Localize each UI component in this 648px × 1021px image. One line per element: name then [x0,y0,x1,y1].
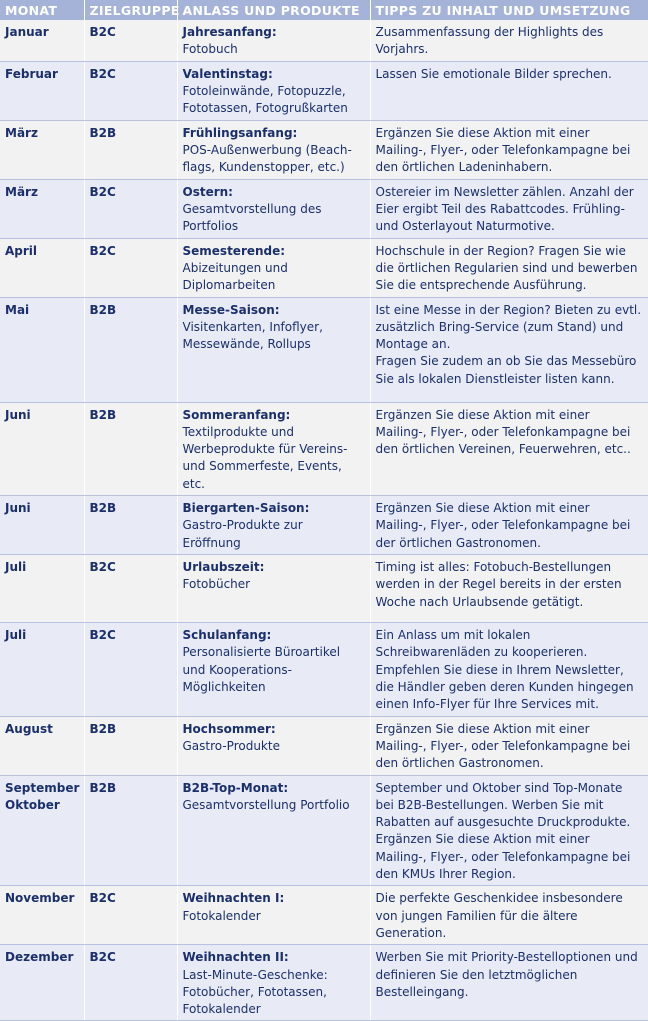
occasion-title: Valentinstag: [182,66,273,81]
table-row [0,886,648,945]
month-cell: Juni [0,402,84,495]
occasion-cell [177,297,370,402]
occasion-title: Frühlingsanfang: [182,125,298,140]
target-group-cell: B2C [84,20,177,61]
month-cell: Juni [0,496,84,555]
table-row [0,775,648,886]
tips-cell: Ergänzen Sie diese Aktion mit einer Mailing-, Flyer-, oder Telefonkampagne bei den örtlichen Gastronomen. [370,716,648,775]
occasion-cell [177,402,370,495]
occasion-title: Schulanfang: [182,628,272,643]
target-group-cell: B2C [84,179,177,238]
table-row [0,496,648,555]
table-header-row [0,0,648,20]
header-tipps: TIPPS ZU INHALT UND UMSETZUNG [370,0,648,20]
month-cell: Januar [0,20,84,61]
occasion-title: Semesterende: [182,243,286,258]
occasion-cell [177,716,370,775]
header-anlass: ANLASS UND PRODUKTE [177,0,370,20]
month-cell-september: September [5,780,80,795]
occasion-title: Sommeranfang: [182,407,291,422]
target-group-cell: B2B [84,775,177,886]
occasion-cell [177,623,370,716]
occasion-cell [177,775,370,886]
occasion-cell [177,179,370,238]
tips-cell: Ergänzen Sie diese Aktion mit einer Mailing-, Flyer-, oder Telefonkampagne bei den örtlichen Vereinen, Feuerwehren, etc.. [370,402,648,495]
occasion-title: Weihnachten II: [182,950,289,965]
target-group-cell: B2B [84,120,177,179]
month-cell: März [0,179,84,238]
table-row [0,238,648,297]
tips-cell: Die perfekte Geschenkidee insbesondere von jungen Familien für die ältere Generation. [370,886,648,945]
tips-cell: Zusammenfassung der Highlights des Vorjahrs. [370,20,648,61]
occasion-cell [177,61,370,120]
occasion-products: Fotokalender [182,908,261,923]
tips-cell: Werben Sie mit Priority-Bestelloptionen und definieren Sie den letztmöglichen Bestelleingang. [370,945,648,1021]
table-row [0,623,648,716]
header-monat: MONAT [0,0,84,20]
tips-cell: Ergänzen Sie diese Aktion mit einer Mailing-, Flyer-, oder Telefonkampagne bei der örtlichen Gastronomen. [370,496,648,555]
occasion-title: B2B-Top-Monat: [182,780,289,795]
tips-cell: Hochschule in der Region? Fragen Sie wie die örtlichen Regularien sind und bewerben Sie die entsprechende Ausführung. [370,238,648,297]
tips-cell [370,297,648,402]
tips-cell: Timing ist alles: Fotobuch-Bestellungen werden in der Regel bereits in der ersten Woche nach Urlaubsende getätigt. [370,555,648,623]
month-cell: November [0,886,84,945]
target-group-cell: B2B [84,716,177,775]
target-group-cell: B2C [84,623,177,716]
occasion-products: Visitenkarten, Infoflyer, Messewände, Rollups [182,319,323,352]
table-row [0,61,648,120]
tips-cell: September und Oktober sind Top-Monate bei B2B-Bestellungen. Werben Sie mit Rabatten auf ausgesuchte Druckprodukte. Ergänzen Sie diese Aktion mit einer Mailing-, Flyer-, oder Telefonkampagne bei den KMUs Ihrer Region. [370,775,648,886]
month-cell-oktober: Oktober [5,797,60,812]
tips-text-2: Fragen Sie zudem an ob Sie das Messebüro Sie als lokalen Dienstleister listen kann. [375,354,637,386]
occasion-cell [177,496,370,555]
occasion-products: Gastro-Produkte [182,738,280,753]
target-group-cell: B2B [84,297,177,402]
target-group-cell: B2C [84,61,177,120]
table-row [0,179,648,238]
occasion-products: POS-Außenwerbung (Beach-flags, Kundenstopper, etc.) [182,142,352,175]
occasion-products: Fotoleinwände, Fotopuzzle, Fototassen, Fotogrußkarten [182,83,348,116]
table-row [0,120,648,179]
occasion-products: Gastro-Produkte zur Eröffnung [182,518,303,550]
target-group-cell: B2C [84,555,177,623]
occasion-title: Ostern: [182,184,233,199]
month-cell: Februar [0,61,84,120]
occasion-cell [177,120,370,179]
month-cell: Dezember [0,945,84,1021]
occasion-title: Urlaubszeit: [182,560,265,575]
occasion-products: Fotobücher [182,577,251,592]
table-row [0,555,648,623]
table-row [0,945,648,1021]
occasion-title: Jahresanfang: [182,25,277,39]
occasion-title: Hochsommer: [182,721,276,736]
occasion-cell [177,555,370,623]
tips-cell: Ostereier im Newsletter zählen. Anzahl der Eier ergibt Teil des Rabattcodes. Frühling- und Osterlayout Naturmotive. [370,179,648,238]
table-row [0,20,648,61]
occasion-products: Gesamtvorstellung des Portfolios [182,201,322,234]
target-group-cell: B2C [84,238,177,297]
occasion-title: Biergarten-Saison: [182,501,310,516]
month-cell: August [0,716,84,775]
tips-text: Ist eine Messe in der Region? Bieten zu evtl. zusätzlich Bring-Service (zum Stand) und Montage an. [375,302,642,352]
occasion-products: Personalisierte Büroartikel und Kooperations-Möglichkeiten [182,645,341,694]
occasion-title: Messe-Saison: [182,302,280,317]
occasion-products: Last-Minute-Geschenke: Fotobücher, Fototassen, Fotokalender [182,967,328,1017]
occasion-title: Weihnachten I: [182,891,285,906]
target-group-cell: B2B [84,402,177,495]
occasion-products: Fotobuch [182,42,238,57]
target-group-cell: B2C [84,945,177,1021]
occasion-products: Textilprodukte und Werbeprodukte für Vereins- und Sommerfeste, Events, etc. [182,424,348,491]
occasion-cell [177,238,370,297]
month-cell: April [0,238,84,297]
table-row [0,402,648,495]
target-group-cell: B2C [84,886,177,945]
occasion-products: Gesamtvorstellung Portfolio [182,797,350,812]
occasion-cell [177,886,370,945]
tips-cell: Ergänzen Sie diese Aktion mit einer Mailing-, Flyer-, oder Telefonkampagne bei den örtlichen Ladeninhabern. [370,120,648,179]
month-cell: Juli [0,555,84,623]
table-row [0,716,648,775]
target-group-cell: B2B [84,496,177,555]
month-cell: Mai [0,297,84,402]
month-cell: Juli [0,623,84,716]
tips-cell: Lassen Sie emotionale Bilder sprechen. [370,61,648,120]
month-cell [0,775,84,886]
occasion-cell [177,20,370,61]
table-row [0,297,648,402]
tips-cell: Ein Anlass um mit lokalen Schreibwarenläden zu kooperieren. Empfehlen Sie diese in Ihrem Newsletter, die Händler geben deren Kunden hingegen einen Info-Flyer für Ihre Services mit. [370,623,648,716]
occasion-products: Abizeitungen und Diplomarbeiten [182,260,288,293]
month-cell: März [0,120,84,179]
header-zielgruppe: ZIELGRUPPE [84,0,177,20]
occasion-cell [177,945,370,1021]
